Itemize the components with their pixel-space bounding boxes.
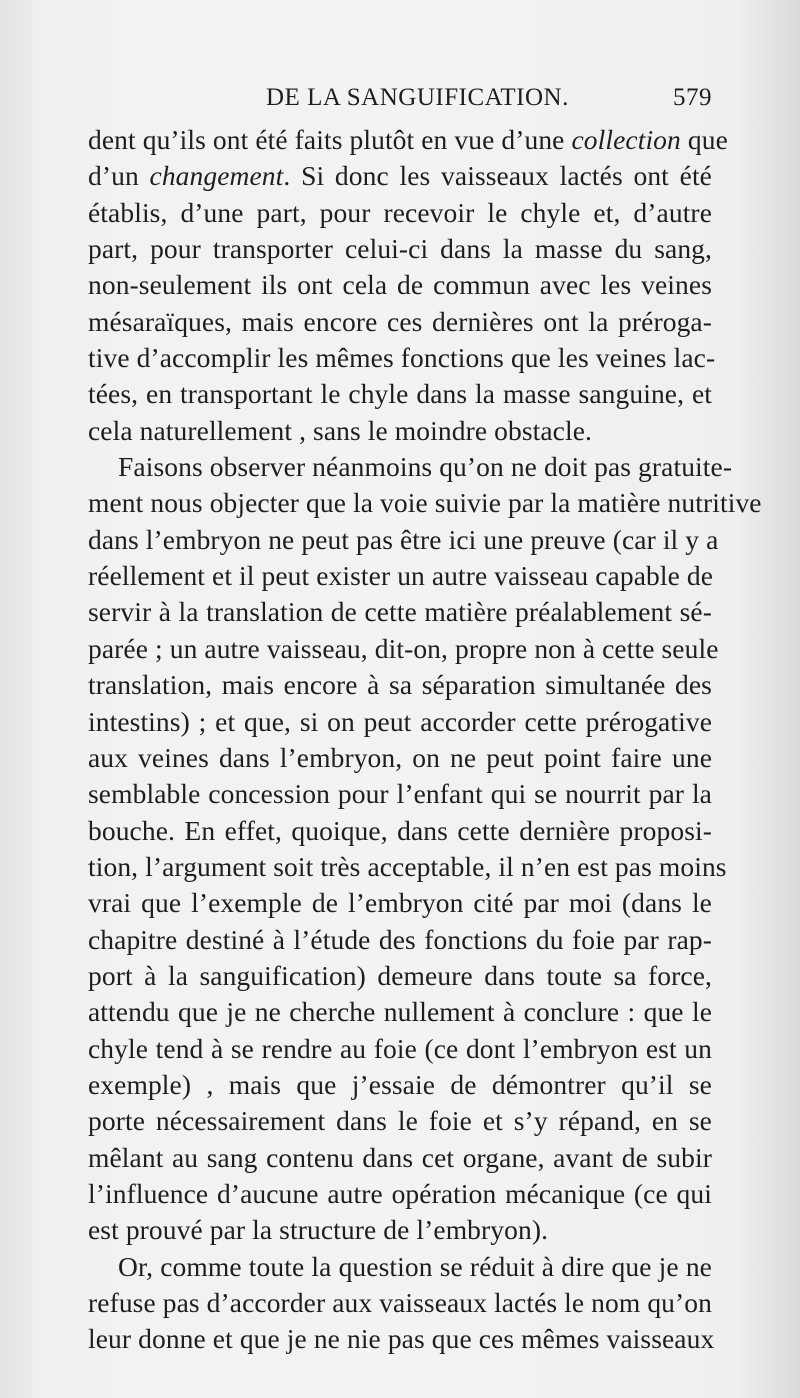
- text-line: parée ; un autre vaisseau, dit-on, propre non à cette seule: [88, 632, 719, 664]
- text-line: réellement et il peut exister un autre vaisseau capable de: [88, 560, 714, 592]
- text-line: Or, comme toute la question se réduit à dire que je ne: [118, 1250, 712, 1282]
- text-line: ment nous objecter que la voie suivie par la matière nutritive: [88, 487, 762, 519]
- text-line: d’un changement. Si donc les vaisseaux lactés ont été: [88, 160, 712, 192]
- text-line: tive d’accomplir les mêmes fonctions que les veines lac-: [88, 342, 716, 374]
- text-line: translation, mais encore à sa séparation simultanée des: [88, 669, 712, 701]
- text-line: bouche. En effet, quoique, dans cette dernière proposi-: [88, 814, 712, 846]
- paragraph-3: [88, 1249, 715, 1358]
- text-line: non-seulement ils ont cela de commun avec les veines: [88, 269, 712, 301]
- text-line: exemple) , mais que j’essaie de démontrer qu’il se: [88, 1068, 712, 1100]
- text-line: établis, d’une part, pour recevoir le chyle et, d’autre: [88, 196, 712, 228]
- text-line: part, pour transporter celui-ci dans la masse du sang,: [88, 233, 712, 265]
- body-text: [88, 122, 762, 1358]
- page-header: [88, 84, 712, 120]
- text-line: est prouvé par la structure de l’embryon).: [88, 1214, 549, 1246]
- text-line: refuse pas d’accorder aux vaisseaux lactés le nom qu’on: [88, 1287, 712, 1318]
- text-line: cela naturellement , sans le moindre obstacle.: [88, 414, 592, 446]
- paragraph-2: [88, 449, 762, 1249]
- text-line: mêlant au sang contenu dans cet organe, avant de subir: [88, 1141, 712, 1173]
- page-number: 579: [673, 84, 712, 111]
- text-line: tées, en transportant le chyle dans la masse sanguine, et: [88, 378, 712, 410]
- text-line: leur donne et que je ne nie pas que ces mêmes vaisseaux: [88, 1323, 715, 1355]
- text-line: mésaraïques, mais encore ces dernières ont la préroga-: [88, 305, 712, 337]
- text-line: dent qu’ils ont été faits plutôt en vue d’une collection que: [88, 124, 728, 155]
- text-line: aux veines dans l’embryon, on ne peut point faire une: [88, 741, 712, 773]
- text-line: chyle tend à se rendre au foie (ce dont l’embryon est un: [88, 1032, 712, 1064]
- text-line: Faisons observer néanmoins qu’on ne doit pas gratuite-: [118, 451, 733, 483]
- text-line: semblable concession pour l’enfant qui se nourrit par la: [88, 778, 712, 810]
- text-line: l’influence d’aucune autre opération mécanique (ce qui: [88, 1177, 712, 1209]
- text-line: porte nécessairement dans le foie et s’y répand, en se: [88, 1105, 712, 1137]
- text-line: tion, l’argument soit très acceptable, il n’en est pas moins: [88, 850, 727, 882]
- text-line: servir à la translation de cette matière préalablement sé-: [88, 596, 712, 628]
- running-title: DE LA SANGUIFICATION.: [266, 84, 569, 111]
- text-line: attendu que je ne cherche nullement à conclure : que le: [88, 996, 712, 1028]
- text-line: intestins) ; et que, si on peut accorder cette prérogative: [88, 705, 712, 737]
- text-line: vrai que l’exemple de l’embryon cité par moi (dans le: [88, 887, 712, 919]
- text-line: port à la sanguification) demeure dans toute sa force,: [88, 959, 712, 991]
- paragraph-1: [88, 122, 728, 449]
- text-line: dans l’embryon ne peut pas être ici une preuve (car il y a: [88, 523, 719, 555]
- text-line: chapitre destiné à l’étude des fonctions du foie par rap-: [88, 923, 712, 955]
- emphasized-word: collection: [571, 124, 681, 155]
- emphasized-word: changement: [149, 160, 284, 192]
